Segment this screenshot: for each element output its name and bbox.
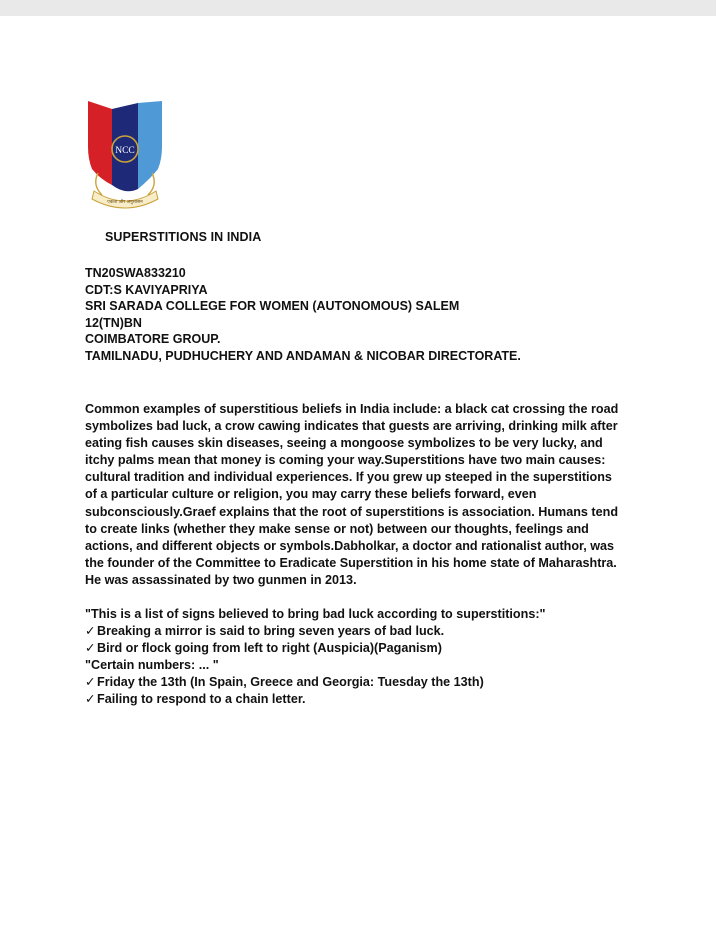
checkmark-icon: ✓: [85, 624, 96, 639]
top-bar: [0, 0, 716, 16]
paragraph-line: subconsciously.Graef explains that the root of superstitions is association. Humans tend: [85, 504, 619, 519]
list-item: [85, 623, 546, 640]
checkmark-icon: ✓: [85, 692, 96, 707]
paragraph-line: the founder of the Committee to Eradicate Superstition in his home state of Maharashtra.: [85, 555, 617, 570]
paragraph-line: He was assassinated by two gunmen in 2013.: [85, 572, 357, 587]
checkmark-icon: ✓: [85, 641, 96, 656]
logo-ncc-text: NCC: [115, 146, 135, 156]
list-item: [85, 674, 546, 691]
cadet-number: TN20SWA833210: [85, 266, 186, 280]
paragraph-line: of a particular culture or religion, you may carry these beliefs forward, even: [85, 487, 537, 502]
college-name: SRI SARADA COLLEGE FOR WOMEN (AUTONOMOUS) SALEM: [85, 299, 460, 314]
paragraph-line: cultural tradition and individual experiences. If you grew up steeped in the superstitions: [85, 470, 612, 485]
document-title: SUPERSTITIONS IN INDIA: [105, 230, 262, 244]
list-item-text: Bird or flock going from left to right (Auspicia)(Paganism): [97, 641, 442, 656]
logo-ribbon-text: एकता और अनुशासन: [107, 200, 143, 205]
battalion: 12(TN)BN: [85, 315, 142, 330]
list-intro: "This is a list of signs believed to bring bad luck according to superstitions:": [85, 607, 546, 621]
cadet-name: CDT:S KAVIYAPRIYA: [85, 282, 208, 297]
list-item: [85, 640, 546, 657]
paragraph-line: to create links (whether they make sense or not) between our thoughts, feelings and: [85, 521, 589, 536]
cadet-details: [85, 265, 521, 365]
bad-luck-list: [85, 606, 546, 709]
group: COIMBATORE GROUP.: [85, 332, 221, 347]
ncc-logo: [86, 99, 164, 211]
paragraph-line: Common examples of superstitious beliefs in India include: a black cat crossing the road: [85, 402, 619, 416]
paragraph-line: eating fish causes skin diseases, seeing a mongoose symbolizes to be very lucky, and: [85, 436, 603, 451]
paragraph-line: actions, and different objects or symbols.Dabholkar, a doctor and rationalist author, was: [85, 538, 615, 553]
list-item-text: Failing to respond to a chain letter.: [97, 692, 306, 707]
directorate: TAMILNADU, PUDHUCHERY AND ANDAMAN & NICOBAR DIRECTORATE.: [85, 348, 521, 363]
paragraph-line: symbolizes bad luck, a crow cawing indicates that guests are arriving, drinking milk after: [85, 419, 618, 434]
list-item-text: Friday the 13th (In Spain, Greece and Georgia: Tuesday the 13th): [97, 675, 484, 690]
checkmark-icon: ✓: [85, 675, 96, 690]
list-item: [85, 691, 546, 708]
numbers-line: "Certain numbers: ... ": [85, 658, 219, 673]
essay-paragraph: [85, 401, 645, 589]
paragraph-line: itchy palms mean that money is coming your way.Superstitions have two main causes:: [85, 453, 606, 468]
list-item-text: Breaking a mirror is said to bring seven years of bad luck.: [97, 624, 445, 639]
